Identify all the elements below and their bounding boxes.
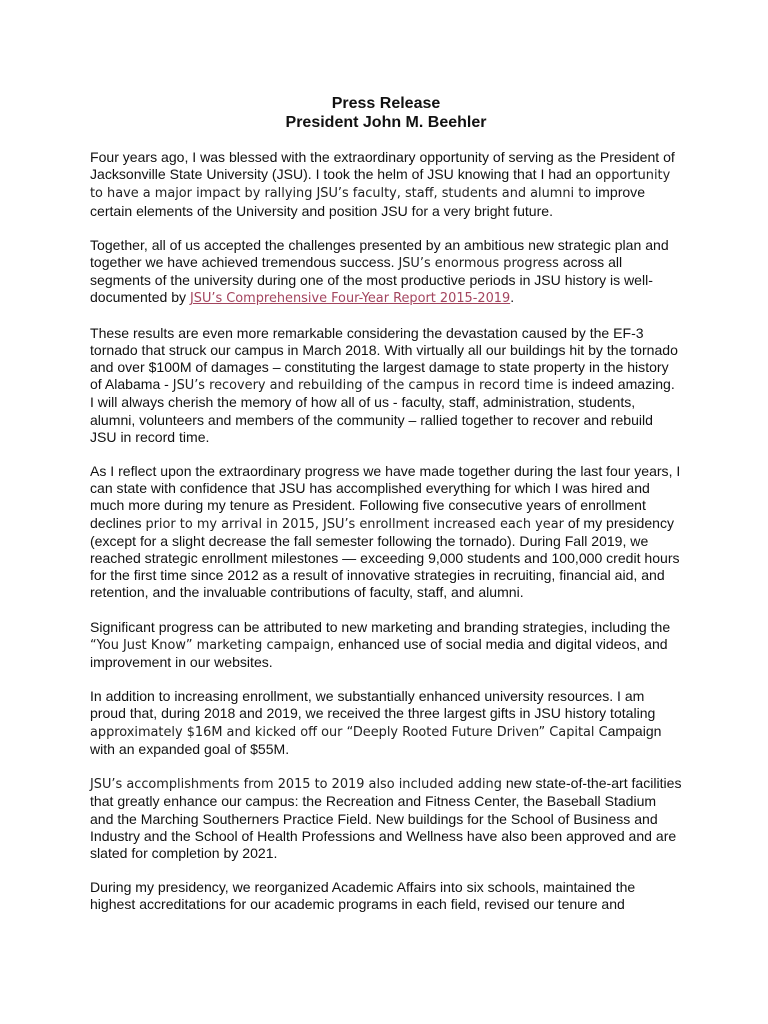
paragraph-6-text-b: approximately $16M and kicked off our “Deeply Rooted Future Driven” Capital C: [90, 724, 608, 740]
paragraph-1-text-a: Four years ago, I was blessed with the extraordinary opportunity of serving as the President of Jacksonville State University (JSU). I took the helm of JSU knowing that I had an: [90, 149, 675, 183]
paragraph-8-text-a: During my presidency, we reorganized Academic Affairs into six schools, maintained the highest accreditations for our academic programs in each field, revised our tenure and: [90, 879, 636, 913]
paragraph-2-text-d: .: [510, 289, 515, 306]
paragraph-3-text-c: indeed amazing. I will always cherish the memory of how all of us - faculty, staff, administration, students, alumni, volunteers and members of the community – rallied together to recover and rebuild JSU in record time.: [90, 376, 675, 445]
document-subtitle: President John M. Beehler: [285, 114, 487, 131]
paragraph-5: [90, 619, 682, 672]
paragraph-7: [90, 775, 682, 862]
paragraph-5-text-c: enhanced use of social media and digital videos, and improvement in our websites.: [90, 635, 668, 671]
document-page: [90, 94, 682, 931]
document-header: [90, 94, 682, 132]
paragraph-3: [90, 325, 682, 446]
document-title: Press Release: [331, 95, 441, 112]
paragraph-2: [90, 237, 682, 308]
paragraph-5-text-a: Significant progress can be attributed to new marketing and branding strategies, including the: [90, 618, 671, 635]
paragraph-2-text-b: JSU’s enormous progress: [398, 256, 559, 272]
paragraph-2-text-a: Together, all of us accepted the challenges presented by an ambitious new strategic plan and together we have achieved tremendous success.: [90, 236, 669, 271]
paragraph-6-text-c: ampaign with an expanded goal of $55M.: [90, 722, 662, 757]
paragraph-7-text-b: new state-of-the-art facilities that greatly enhance our campus: the Recreation and Fitness Center, the Baseball Stadium and the Marching Southerners Practice Field. New buildings for the School of Business and Industry and the School of Health Professions and Wellness have also been approved and are slated for completion by 2021.: [90, 775, 682, 861]
paragraph-6: [90, 688, 682, 758]
four-year-report-link[interactable]: JSU’s Comprehensive Four-Year Report 2015-2019: [189, 291, 511, 307]
paragraph-1-text-b: opportunity to have a major impact by rallying JSU’s faculty, staff, students and alumni to: [90, 168, 671, 202]
paragraph-1: [90, 149, 682, 220]
paragraph-2-text-c: across all segments of the university during one of the most productive periods in JSU history is well-documented by: [90, 254, 653, 306]
paragraph-6-text-a: In addition to increasing enrollment, we substantially enhanced university resources. I am proud that, during 2018 and 2019, we received the three largest gifts in JSU history totaling: [90, 688, 656, 722]
paragraph-4-text-c: of my presidency (except for a slight decrease the fall semester following the tornado). During Fall 2019, we reached strategic enrollment milestones — exceeding 9,000 students and 100,000 credit hours for the first time since 2012 as a result of innovative strategies in recruiting, financial aid, and retention, and the invaluable contributions of faculty, staff, and alumni.: [90, 514, 680, 601]
paragraph-4-text-a: As I reflect upon the extraordinary progress we have made together during the last four years, I can state with confidence that JSU has accomplished everything for which I was hired and much more during my tenure as President. Following five consecutive years of enrollment declines: [90, 463, 681, 531]
paragraph-4: [90, 463, 682, 602]
paragraph-3-text-b: JSU’s recovery and rebuilding of the campus in record time is: [172, 378, 568, 394]
paragraph-7-text-a: JSU’s accomplishments from 2015 to 2019 also included adding: [90, 777, 502, 793]
paragraph-5-text-b: “You Just Know” marketing campaign,: [90, 637, 335, 653]
paragraph-1-text-c: improve certain elements of the University and position JSU for a very bright future.: [90, 184, 646, 219]
paragraph-4-text-b: prior to my arrival in 2015, JSU’s enrollment increased each year: [145, 516, 564, 532]
paragraph-8: [90, 879, 682, 913]
paragraph-3-text-a: These results are even more remarkable considering the devastation caused by the EF-3 tornado that struck our campus in March 2018. With virtually all our buildings hit by the tornado and over $100M of damages – constituting the largest damage to state property in the history of Alabama -: [90, 324, 678, 393]
